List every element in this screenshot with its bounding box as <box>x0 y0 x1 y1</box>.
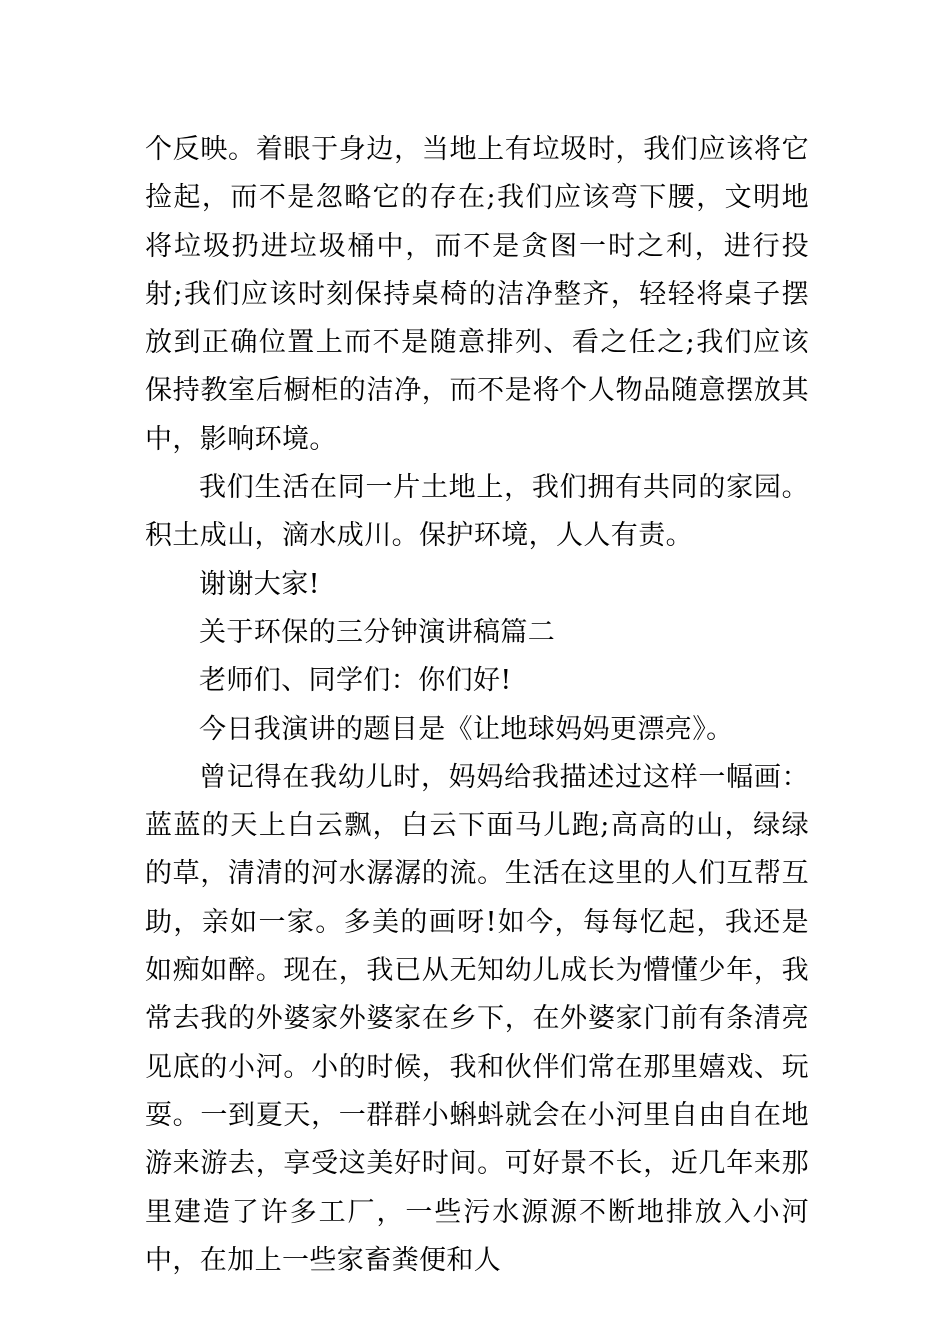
paragraph-childhood-memory: 曾记得在我幼儿时，妈妈给我描述过这样一幅画：蓝蓝的天上白云飘，白云下面马儿跑;高高的山，绿绿的草，清清的河水潺潺的流。生活在这里的人们互帮互助，亲如一家。多美的画呀!如今，每每忆起，我还是如痴如醉。现在，我已从无知幼儿成长为懵懂少年，我常去我的外婆家外婆家在乡下，在外婆家门前有条清亮见底的小河。小的时候，我和伙伴们常在那里嬉戏、玩耍。一到夏天，一群群小蝌蚪就会在小河里自由自在地游来游去，享受这美好时间。可好景不长，近几年来那里建造了许多工厂，一些污水源源不断地排放入小河中，在加上一些家畜粪便和人 <box>145 761 809 1276</box>
paragraph-environment-actions: 个反映。着眼于身边，当地上有垃圾时，我们应该将它捡起，而不是忽略它的存在;我们应该弯下腰，文明地将垃圾扔进垃圾桶中，而不是贪图一时之利，进行投射;我们应该时刻保持桌椅的洁净整齐，轻轻将桌子摆放到正确位置上而不是随意排列、看之任之;我们应该保持教室后橱柜的洁净，而不是将个人物品随意摆放其中，影响环境。 <box>145 134 809 455</box>
paragraph-greeting: 老师们、同学们：你们好! <box>199 665 512 697</box>
section-heading: 关于环保的三分钟演讲稿篇二 <box>199 616 556 648</box>
paragraph-shared-home: 我们生活在同一片土地上，我们拥有共同的家园。积土成山，滴水成川。保护环境，人人有责。 <box>145 472 809 552</box>
paragraph-speech-title: 今日我演讲的题目是《让地球妈妈更漂亮》。 <box>199 713 734 745</box>
document-body <box>145 126 809 1285</box>
paragraph-thanks: 谢谢大家! <box>199 568 320 600</box>
